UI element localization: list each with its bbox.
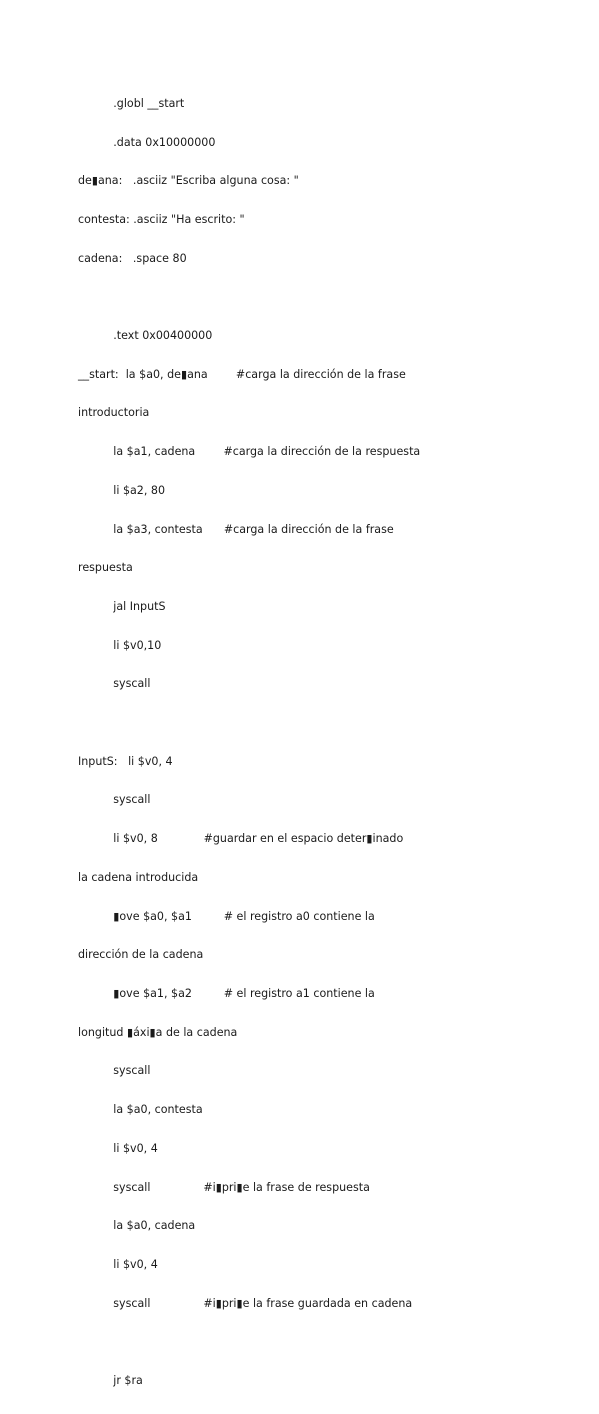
code-line: syscall xyxy=(78,793,151,807)
code-line: li $v0, 4 xyxy=(78,1141,158,1155)
code-line: longitud ▮áxi▮a de la cadena xyxy=(78,1025,238,1039)
code-line: InputS: li $v0, 4 xyxy=(78,754,173,768)
code-line: li $v0,10 xyxy=(78,638,162,652)
code-line: ▮ove $a0, $a1 # el registro a0 contiene la xyxy=(78,909,375,923)
code-line: respuesta xyxy=(78,561,133,575)
code-line: cadena: .space 80 xyxy=(78,251,187,265)
code-line: syscall #i▮pri▮e la frase guardada en cadena xyxy=(78,1296,413,1310)
assembly-code-listing xyxy=(78,72,420,1414)
code-line: dirección de la cadena xyxy=(78,948,204,962)
code-line: introductoria xyxy=(78,406,150,420)
code-line xyxy=(78,717,420,730)
code-line: la cadena introducida xyxy=(78,870,199,884)
code-line: __start: la $a0, de▮ana #carga la dirección de la frase xyxy=(78,367,406,381)
code-line: contesta: .asciiz "Ha escrito: " xyxy=(78,212,245,226)
code-line: la $a0, cadena xyxy=(78,1219,196,1233)
code-line xyxy=(78,1336,420,1349)
code-line: la $a0, contesta xyxy=(78,1103,203,1117)
code-line: .data 0x10000000 xyxy=(78,135,216,149)
code-line: jal InputS xyxy=(78,599,166,613)
code-line: li $v0, 4 xyxy=(78,1257,158,1271)
code-line: syscall xyxy=(78,1064,151,1078)
code-line: .globl __start xyxy=(78,96,185,110)
code-line: ▮ove $a1, $a2 # el registro a1 contiene la xyxy=(78,986,375,1000)
code-line: .text 0x00400000 xyxy=(78,329,213,343)
code-line: la $a3, contesta #carga la dirección de la frase xyxy=(78,522,394,536)
code-line: li $v0, 8 #guardar en el espacio deter▮inado xyxy=(78,832,404,846)
code-line: de▮ana: .asciiz "Escriba alguna cosa: " xyxy=(78,174,299,188)
code-line: la $a1, cadena #carga la dirección de la respuesta xyxy=(78,445,421,459)
code-line: li $a2, 80 xyxy=(78,483,166,497)
code-line: syscall xyxy=(78,677,151,691)
code-line: jr $ra xyxy=(78,1374,143,1388)
code-line xyxy=(78,291,420,304)
code-line: syscall #i▮pri▮e la frase de respuesta xyxy=(78,1180,370,1194)
